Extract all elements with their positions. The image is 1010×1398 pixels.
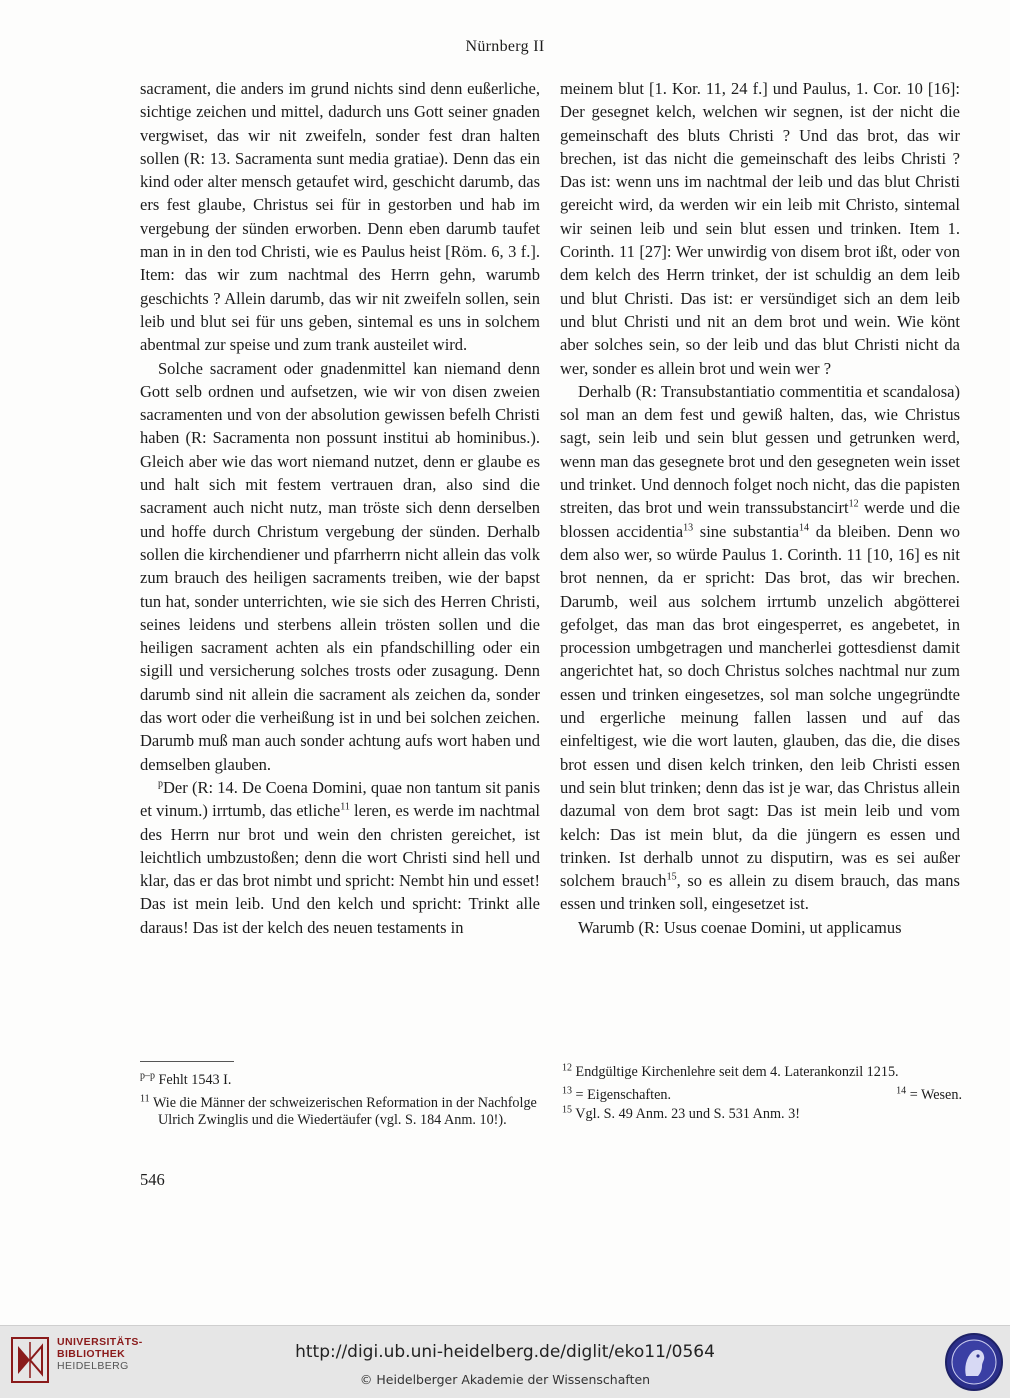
footnote: $^{p-p}$ Fehlt 1543 I.	[140, 1070, 232, 1088]
running-head: Nürnberg II	[465, 38, 545, 55]
variant-mark: p	[158, 778, 163, 790]
permalink	[0, 1342, 1010, 1362]
footnotes-left	[140, 1072, 540, 1135]
footnote-ref: 15	[666, 871, 677, 883]
footnote: $^{12}$ Endgültige Kirchenlehre seit dem 4. Laterankonzil 1215.	[562, 1062, 899, 1080]
footnote: $^{13}$ = Eigenschaften.	[562, 1085, 672, 1103]
footnotes-right	[562, 1064, 962, 1129]
footnote-ref: 12	[848, 498, 859, 510]
footnote-ref: 13	[683, 522, 694, 534]
copyright-notice: © Heidelberger Akademie der Wissenschaften	[359, 1372, 651, 1387]
right-column	[560, 77, 960, 939]
footnote: $^{14}$ = Wesen.	[896, 1085, 962, 1103]
viewer-footer	[0, 1325, 1010, 1398]
paragraph: Derhalb (R: Transubstantiatio commentitia et scandalosa) sol man an dem fest und gewiß halten, das, wie Christus sagt, sein leib und sein blut gessen und getrunken werd, wenn man das gesegnete brot und den gesegneten wein isset und trinket. Und dennoch folget noch nicht, das die papisten streiten, das brot und wein transsubstancirt$^{12}$ werde und die blossen accidentia$^{13}$ sine substantia$^{14}$ da bleiben. Denn wo dem also wer, so würde Paulus 1. Corinth. 11 [10, 16] es nit brot nennen, da er spricht: Das brot, das wir brechen. Darumb, weil aus solchem irrtumb unzelich abgötterei gefolget, das man das brot eingesperret, es angebetet, in procession umbgetragen und mancherlei gottesdienst damit angerichtet hat, so doch Christus solches nachtmal nur zum essen und trinken eingesetzes, sol man solche ungegründte und ergerliche meinung fallen lassen und auf das einfeltigest, wie die wort lauten, glauben, das die, die dises brot essen und disen kelch trinken, den leib Christi essen und sein blut trinken; denn das ist je war, das Christus allein dazumal von dem brot sagt: Das ist mein leib und vom kelch: Das ist mein blut, da die jüngern es essen und trinken. Ist derhalb unnot zu disputirn, was es sei außer solchem brauch$^{15}$, so es allein zu disem brauch, das mans essen und trinken soll, eingesetzet ist.	[560, 381, 961, 914]
academy-seal-icon	[944, 1332, 1004, 1392]
paragraph: meinem blut [1. Kor. 11, 24 f.] und Paulus, 1. Cor. 10 [16]: Der gesegnet kelch, welchen wir segnen, ist der nicht die gemeinschaft des bluts Christi ? Und das brot, das wir brechen, ist das nicht die gemeinschaft des leibs Christi ? Das ist: wenn uns im nachtmal der leib und das blut Christi gereicht wird, da werden wir ein leib mit Christo, sintemal wir seinen leib und sein blut essen und trinken. Item 1. Corinth. 11 [27]: Wer unwirdig von disem brot ißt, oder von dem kelch des Herrn trinket, der ist schuldig an dem leib und blut Christi. Das ist: er versündiget sich an dem leib und blut Christi und nit an dem brot und wein. Wie könt aber solches sein, so der leib und das blut Christi nicht da wer, sonder es allein brot und wein wer ?	[560, 79, 960, 378]
paragraph: Warumb (R: Usus coenae Domini, ut applicamus	[578, 917, 902, 937]
paragraph: $^p$Der (R: 14. De Coena Domini, quae non tantum sit panis et vinum.) irrtumb, das etliche$^{11}$ leren, es werde im nachtmal des Herrn nur brot und wein den christen gereichet, ist leichtlich umbzustoßen; denn die wort Christi sind hell und klar, das er das brot nimbt und spricht: Nembt hin und esset! Das ist mein leib. Und den kelch und spricht: Trinkt alle daraus! Das ist der kelch des neuen testaments in	[140, 777, 541, 937]
footnote: $^{11}$ Wie die Männer der schweizerischen Reformation in der Nachfolge Ulrich Zwinglis und die Wiedertäufer (vgl. S. 184 Anm. 10!).	[140, 1093, 537, 1128]
left-column	[140, 77, 540, 939]
footnote-rule	[140, 1061, 234, 1062]
footnote-pair	[562, 1087, 962, 1104]
library-name: UNIVERSITÄTS- BIBLIOTHEK HEIDELBERG	[57, 1336, 143, 1372]
footnote-ref: 14	[799, 522, 810, 534]
paragraph: Solche sacrament oder gnadenmittel kan niemand denn Gott selb ordnen und aufsetzen, wie wir von disen zweien sacramenten und von der absolution gewissen befelh Christi haben (R: Sacramenta non possunt institui ab hominibus.). Gleich aber wie das wort niemand nutzet, denn er glaube es und halt sich mit festem vertrauen dran, also sind die sacrament auch nicht nutz, man tröste sich denn derselben und hoffe durch Christum vergebung der sünden. Derhalb sollen die kirchendiener und pfarrherrn nicht allein das volk zum brauch des heiligen sacraments treiben, wie der bapst tun hat, sonder unterrichten, wie sie sich des Herren Christi, seines leidens und sterbens allein trösten sollen und die heiligen sacrament achten als ein pfandschilling oder ein sigill und versicherung solches trosts oder zusagung. Denn darumb sind nit allein die sacrament als zeichen da, sonder das wort oder die verheißung ist in und bei solchen zeichen. Darumb muß man auch sonder achtung aufs wort haben und demselben glauben.	[140, 358, 540, 774]
permalink-link[interactable]: http://digi.ub.uni-heidelberg.de/diglit/eko11/0564	[295, 1342, 715, 1362]
page-number: 546	[140, 1170, 165, 1189]
footnote-ref: 11	[340, 801, 350, 813]
footnote: $^{15}$ Vgl. S. 49 Anm. 23 und S. 531 Anm. 3!	[562, 1104, 800, 1122]
paragraph: sacrament, die anders im grund nichts sind denn eußerliche, sichtige zeichen und mittel, dadurch uns Gott seiner gnaden vergwiset, das wir nit zweifeln, sonder fest dran halten sollen (R: 13. Sacramenta sunt media gratiae). Denn das ein kind oder alter mensch getaufet wird, geschicht darumb, das ers fest glaube, Christus sei für in gestorben und hab im vergebung der sünden erworben. Denn eben darumb taufet man in in den tod Christi, wie es Paulus heist [Röm. 6, 3 f.]. Item: das wir zum nachtmal des Herrn gehn, warumb geschichts ? Allein darumb, das wir nit zweifeln sollen, sein leib und blut sei für uns geben, sintemal es uns in solchem abentmal zur speise und zum trank austeilet wird.	[140, 79, 540, 355]
